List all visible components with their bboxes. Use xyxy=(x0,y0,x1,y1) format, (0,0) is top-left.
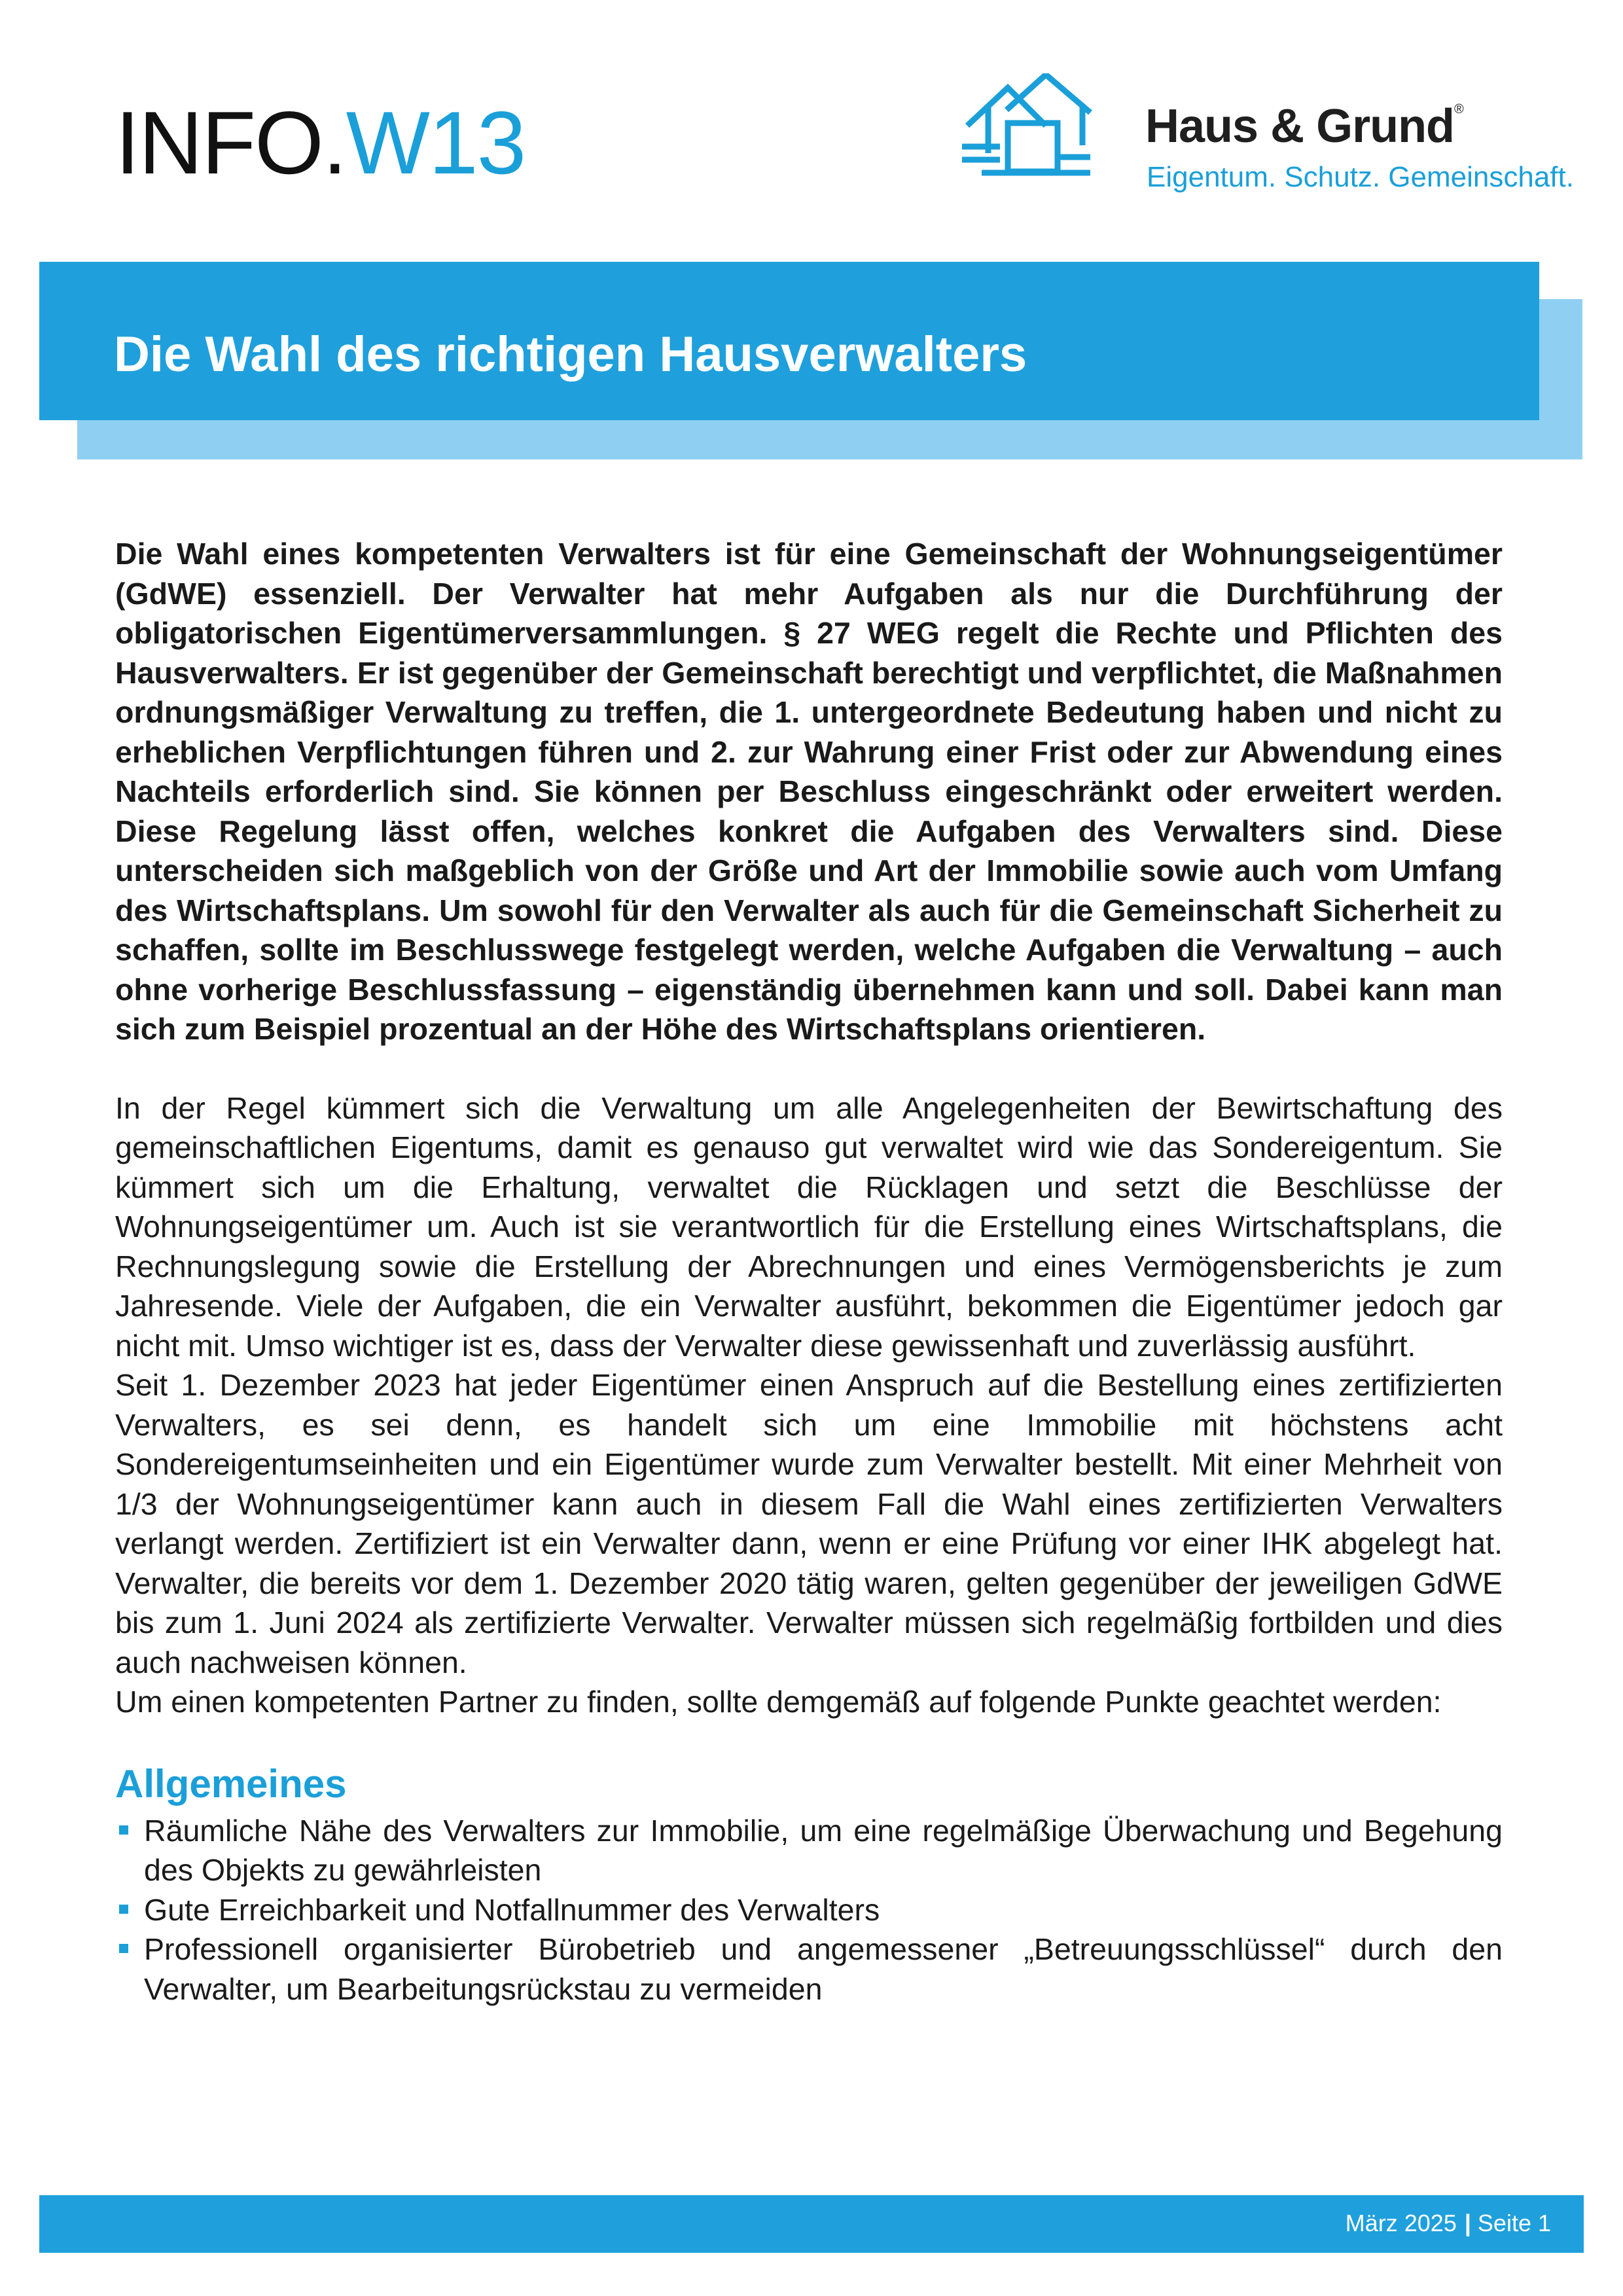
footer-info xyxy=(1346,2210,1551,2237)
list-item-text: Professionell organisierter Bürobetrieb und angemessener „Betreuungsschlüssel“ durch den Verwalter, um Bearbeitungsrückstau zu vermeiden xyxy=(144,1932,1503,2006)
house-logo-icon xyxy=(962,73,1139,191)
logo-brand-name xyxy=(1145,99,1463,153)
square-bullet-icon xyxy=(119,1825,128,1835)
document-code xyxy=(115,93,526,192)
registered-mark: ® xyxy=(1454,102,1463,117)
square-bullet-icon xyxy=(119,1944,128,1953)
document-code-number: W13 xyxy=(346,93,526,192)
list-item xyxy=(115,1890,1503,1930)
logo-slogan: Eigentum. Schutz. Gemeinschaft. xyxy=(1147,161,1574,193)
square-bullet-icon xyxy=(119,1905,128,1914)
footer-separator: | xyxy=(1464,2210,1471,2236)
footer-date: März 2025 xyxy=(1345,2210,1457,2236)
body-paragraph-tasks: In der Regel kümmert sich die Verwaltung um alle Angelegenheiten der Bewirtschaftung des gemeinschaftlichen Eigentums, damit es genauso gut verwaltet wird wie das Sondereigentum. Sie kümmert sich um die Erhaltung, verwaltet die Rücklagen und setzt die Beschlüsse der Wohnungseigentümer um. Auch ist sie verantwortlich für die Erstellung eines Wirtschaftsplans, die Rechnungslegung sowie die Erstellung der Abrechnungen und eines Vermögensberichts je zum Jahresende. Viele der Aufgaben, die ein Verwalter ausführt, bekommen die Eigentümer jedoch gar nicht mit. Umso wichtiger ist es, dass der Verwalter diese gewissenhaft und zuverlässig ausführt. xyxy=(115,1090,1503,1363)
list-item-text: Räumliche Nähe des Verwalters zur Immobilie, um eine regelmäßige Überwachung und Begehung des Objekts zu gewährleisten xyxy=(144,1813,1503,1887)
footer-bar xyxy=(39,2195,1584,2253)
haus-grund-logo xyxy=(962,73,1574,204)
list-item-text: Gute Erreichbarkeit und Notfallnummer des Verwalters xyxy=(144,1892,880,1927)
body-paragraph-criteria: Um einen kompetenten Partner zu finden, sollte demgemäß auf folgende Punkte geachtet werden: xyxy=(115,1685,1442,1719)
bullet-list xyxy=(115,1811,1503,2009)
logo-brand-text: Haus & Grund xyxy=(1145,100,1455,152)
body-paragraph-certification: Seit 1. Dezember 2023 hat jeder Eigentümer einen Anspruch auf die Bestellung eines zertifizierten Verwalters, es sei denn, es handelt sich um eine Immobilie mit höchstens acht Sondereigentumseinheiten und ein Eigentümer wurde zum Verwalter bestellt. Mit einer Mehrheit von 1/3 der Wohnungseigentümer kann auch in diesem Fall die Wahl eines zertifizierten Verwalters verlangt werden. Zertifiziert ist ein Verwalter dann, wenn er eine Prüfung vor einer IHK abgelegt hat. Verwalter, die bereits vor dem 1. Dezember 2020 tätig waren, gelten gegenüber der jeweiligen GdWE bis zum 1. Juni 2024 als zertifizierte Verwalter. Verwalter müssen sich regelmäßig fortbilden und dies auch nachweisen können. xyxy=(115,1368,1503,1679)
list-item xyxy=(115,1811,1503,1890)
main-content xyxy=(115,534,1503,2009)
list-item xyxy=(115,1929,1503,2009)
section-heading-allgemeines: Allgemeines xyxy=(115,1761,347,1806)
document-code-prefix: INFO. xyxy=(115,93,346,192)
page-number: Seite 1 xyxy=(1477,2210,1551,2236)
page-title: Die Wahl des richtigen Hausverwalters xyxy=(114,327,1027,382)
intro-paragraph: Die Wahl eines kompetenten Verwalters ist für eine Gemeinschaft der Wohnungseigentümer (GdWE) essenziell. Der Verwalter hat mehr Aufgaben als nur die Durchführung der obligatorischen Eigentümerversammlungen. § 27 WEG regelt die Rechte und Pflichten des Hausverwalters. Er ist gegenüber der Gemeinschaft berechtigt und verpflichtet, die Maßnahmen ordnungsmäßiger Verwaltung zu treffen, die 1. untergeordnete Bedeutung haben und nicht zu erheblichen Verpflichtungen führen und 2. zur Wahrung einer Frist oder zur Abwendung eines Nachteils erforderlich sind. Sie können per Beschluss eingeschränkt oder erweitert werden. Diese Regelung lässt offen, welches konkret die Aufgaben des Verwalters sind. Diese unterscheiden sich maßgeblich von der Größe und Art der Immobilie sowie auch vom Umfang des Wirtschaftsplans. Um sowohl für den Verwalter als auch für die Gemeinschaft Sicherheit zu schaffen, sollte im Beschlusswege festgelegt werden, welche Aufgaben die Verwaltung – auch ohne vorherige Beschlussfassung – eigenständig übernehmen kann und soll. Dabei kann man sich zum Beispiel prozentual an der Höhe des Wirtschaftsplans orientieren. xyxy=(115,537,1503,1046)
title-banner xyxy=(39,262,1539,420)
